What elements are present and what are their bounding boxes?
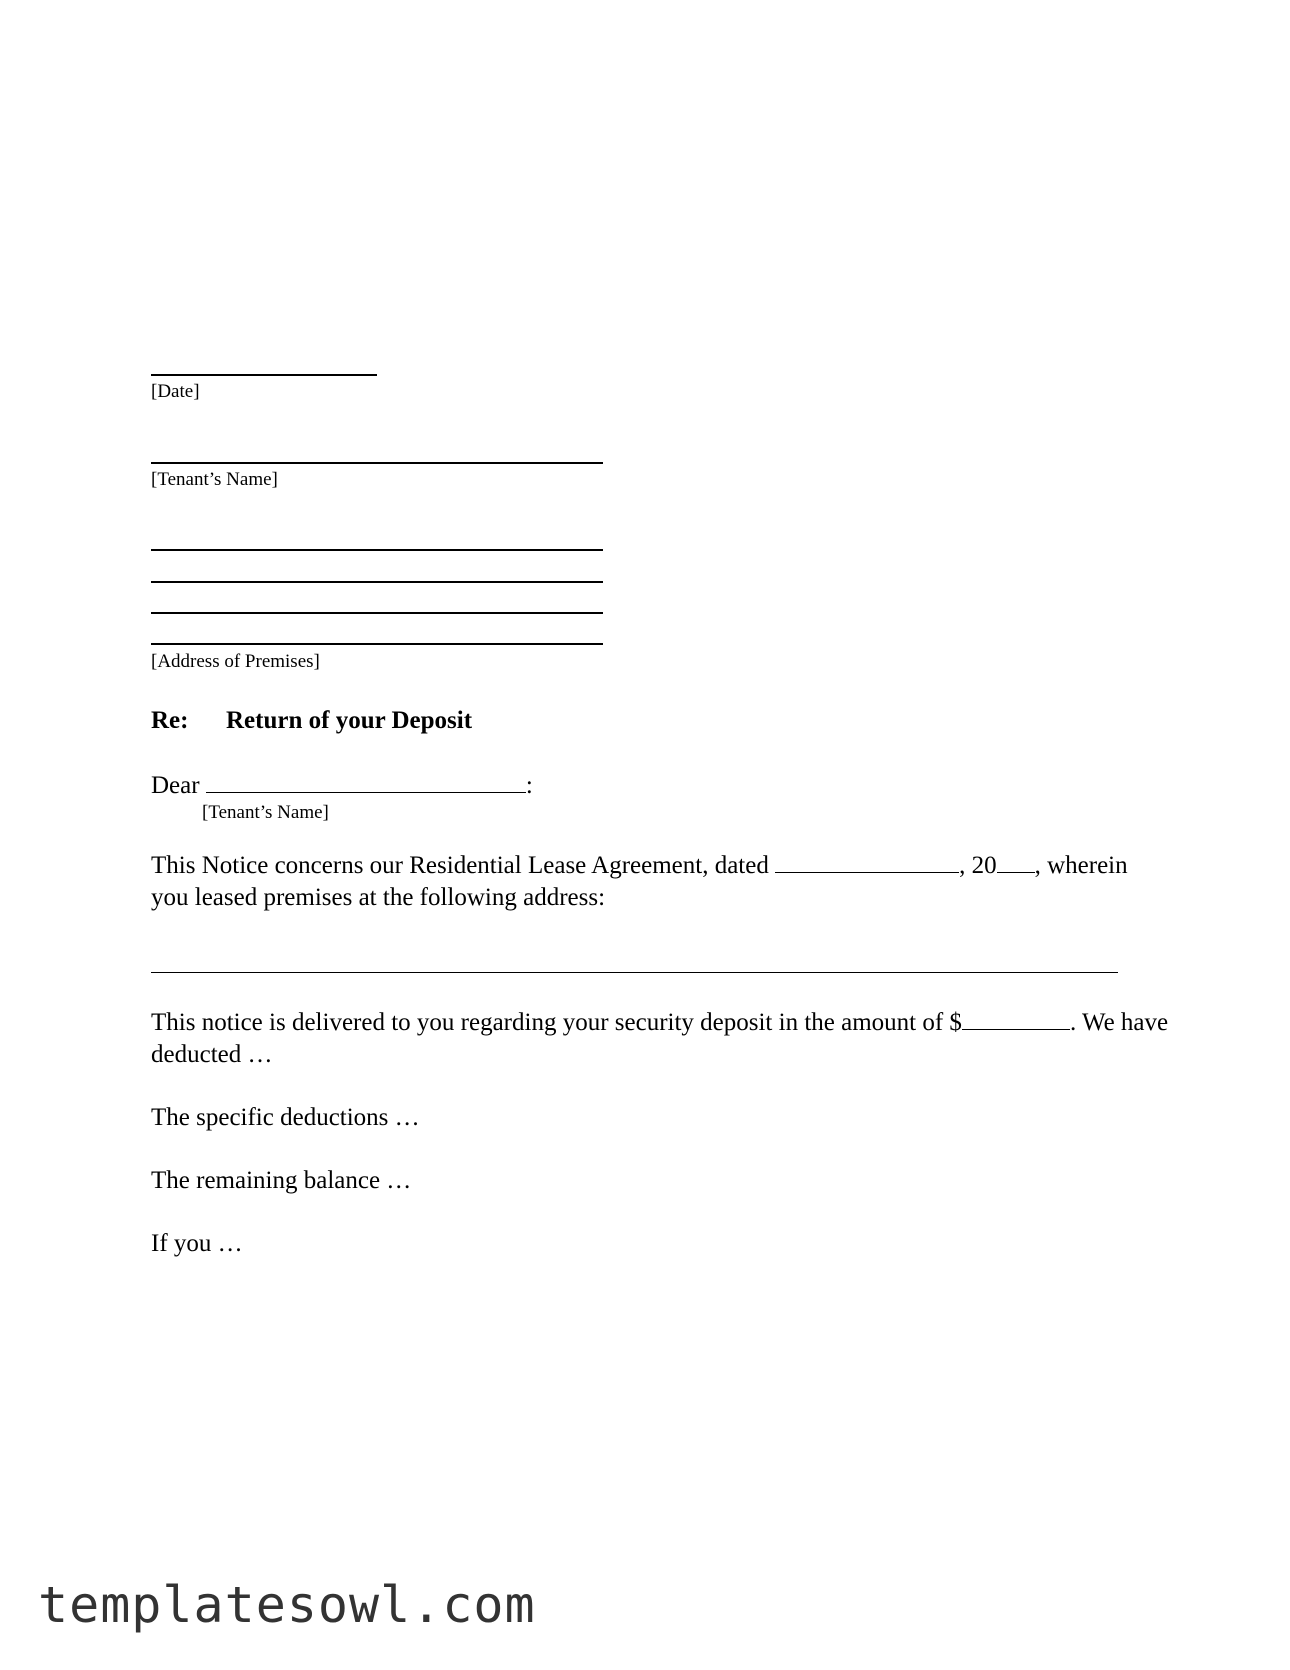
date-line [151,374,377,376]
paragraph-balance: The remaining balance … [151,1167,412,1194]
salutation-name-blank [206,768,526,793]
salutation-name-label: [Tenant’s Name] [202,802,329,823]
deposit-text-b: . We have [1069,1009,1169,1036]
address-line-4 [151,643,603,645]
deposit-amount-blank [962,1007,1070,1030]
address-line-2 [151,581,603,583]
address-label: [Address of Premises] [151,651,320,672]
paragraph-deposit-line1 [151,1007,1168,1039]
date-label: [Date] [151,381,200,402]
salutation-colon: : [525,772,533,799]
subject-title: Return of your Deposit [226,707,473,734]
lease-text-b: , 20 [959,852,997,879]
address-line-1 [151,549,603,551]
tenant-name-label: [Tenant’s Name] [151,469,278,490]
premises-address-line [151,972,1118,973]
paragraph-lease-line2: you leased premises at the following address: [151,884,606,911]
lease-year-blank [997,850,1035,873]
paragraph-lease-line1 [151,850,1128,882]
deposit-text-a: This notice is delivered to you regarding your security deposit in the amount of $ [151,1009,962,1036]
lease-text-c: , wherein [1034,852,1128,879]
lease-text-a: This Notice concerns our Residential Lease Agreement, dated [151,852,769,879]
address-line-3 [151,612,603,614]
paragraph-if-you: If you … [151,1230,243,1257]
salutation [151,768,533,802]
watermark: templatesowl.com [38,1576,536,1634]
tenant-name-line [151,462,603,464]
paragraph-deposit-line2: deducted … [151,1041,273,1068]
lease-date-blank [775,850,959,873]
subject-re: Re: [151,707,189,734]
salutation-dear: Dear [151,772,200,799]
paragraph-deductions: The specific deductions … [151,1104,420,1131]
